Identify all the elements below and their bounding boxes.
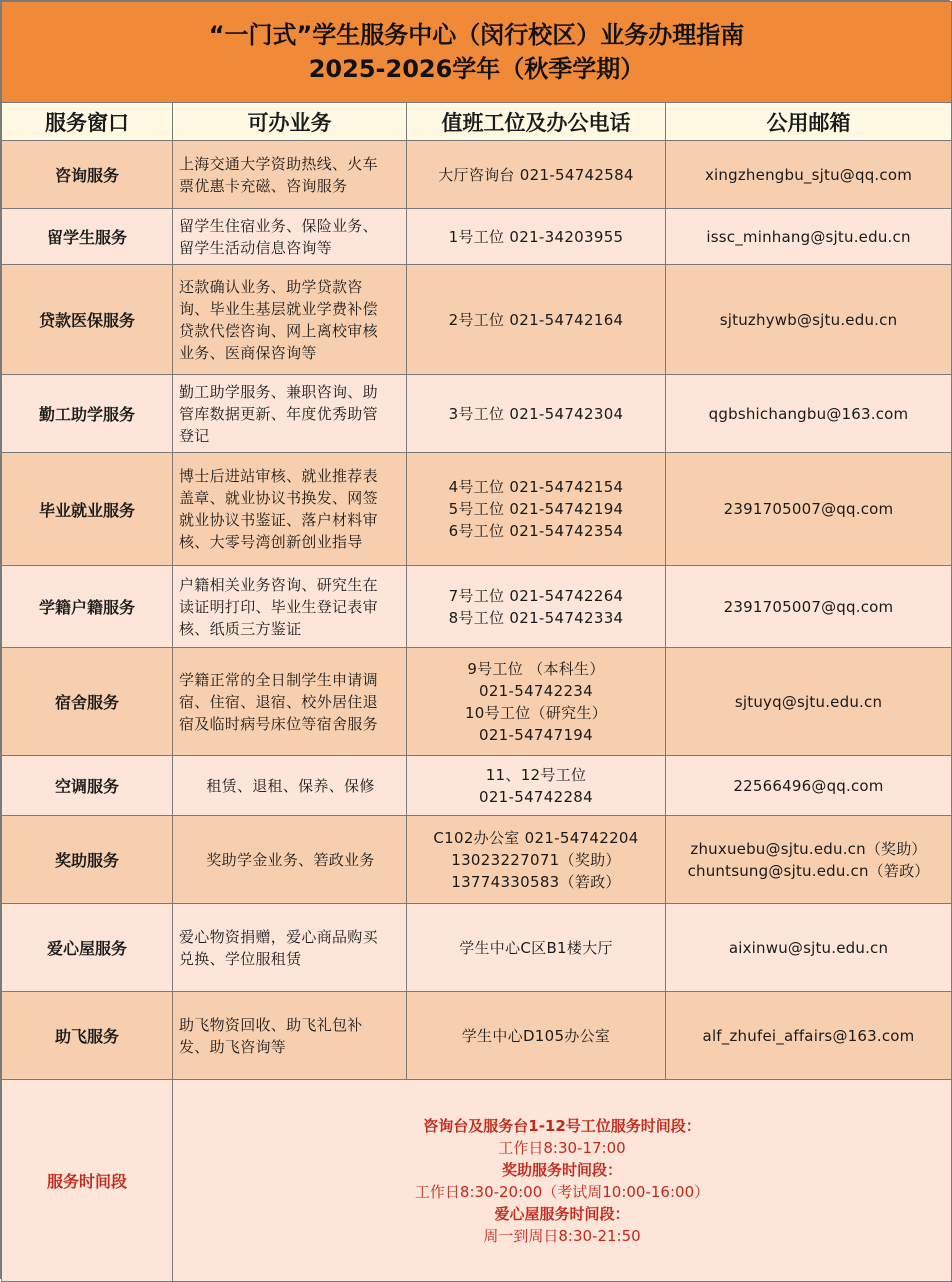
email-address <box>666 992 952 1080</box>
business-description-line: 就业协议书鉴证、落户材料审 <box>179 511 378 529</box>
desk-phone-line: C102办公室 021-54742204 <box>433 828 639 847</box>
desk-phone-line: 6号工位 021-54742354 <box>448 522 624 540</box>
email-address <box>666 141 952 209</box>
table-row <box>2 209 952 265</box>
desk-phone-line: 2号工位 021-54742164 <box>448 310 624 329</box>
table-row <box>2 816 952 904</box>
business-description <box>173 141 407 209</box>
email-address <box>666 209 952 265</box>
business-description-line: 博士后进站审核、就业推荐表 <box>179 467 378 485</box>
award-hours-heading: 奖助服务时间段： <box>502 1160 623 1179</box>
header-window: 服务窗口 <box>2 103 173 141</box>
business-description-line: 留学生活动信息咨询等 <box>179 238 333 257</box>
service-window-name: 咨询服务 <box>2 141 173 209</box>
desk-phone <box>407 209 666 265</box>
business-description-line: 勤工助学服务、兼职咨询、助 <box>179 382 378 401</box>
business-description-line: 还款确认业务、助学贷款咨 <box>179 277 363 296</box>
email-address-line: issc_minhang@sjtu.edu.cn <box>706 227 911 246</box>
business-description <box>173 992 407 1080</box>
email-address <box>666 816 952 904</box>
service-window-name: 奖助服务 <box>2 816 173 904</box>
email-address-line: aixinwu@sjtu.edu.cn <box>728 938 889 957</box>
table-row <box>2 453 952 566</box>
business-description <box>173 375 407 453</box>
desk-phone <box>407 816 666 904</box>
service-window-name: 勤工助学服务 <box>2 375 173 453</box>
email-address-line: qgbshichangbu@163.com <box>708 404 909 423</box>
business-description <box>173 816 407 904</box>
love-house-hours-value: 周一到周日8:30-21:50 <box>483 1226 641 1245</box>
title-line-2: 2025-2026学年（秋季学期） <box>308 55 645 83</box>
business-description-line: 登记 <box>179 426 210 445</box>
desk-phone-line: 021-54747194 <box>479 725 593 744</box>
desk-phone <box>407 265 666 375</box>
desk-phone <box>407 992 666 1080</box>
email-address-line: 2391705007@qq.com <box>723 597 894 616</box>
business-description-line: 贷款代偿咨询、网上离校审核 <box>179 321 378 340</box>
desk-phone-line: 学生中心D105办公室 <box>461 1026 611 1045</box>
table-row <box>2 141 952 209</box>
service-window-name: 助飞服务 <box>2 992 173 1080</box>
desk-phone-line: 5号工位 021-54742194 <box>448 500 624 518</box>
business-description-line: 租赁、退租、保养、保修 <box>206 776 375 795</box>
table-row <box>2 648 952 756</box>
email-address-line: zhuxuebu@sjtu.edu.cn（奖助） <box>690 839 927 858</box>
email-address-line: sjtuyq@sjtu.edu.cn <box>734 692 883 711</box>
desk-hours-heading: 咨询台及服务台1-12号工位服务时间段： <box>423 1116 701 1135</box>
header-desk-phone: 值班工位及办公电话 <box>407 103 666 141</box>
email-address-line: alf_zhufei_affairs@163.com <box>702 1026 915 1045</box>
desk-phone-line: 13023227071（奖助） <box>451 850 621 869</box>
business-description-line: 上海交通大学资助热线、火车 <box>179 154 378 173</box>
desk-phone <box>407 756 666 816</box>
service-window-name: 贷款医保服务 <box>2 265 173 375</box>
desk-phone-line: 3号工位 021-54742304 <box>448 404 624 423</box>
desk-phone-line: 10号工位（研究生） <box>464 703 608 722</box>
desk-phone <box>407 375 666 453</box>
email-address <box>666 648 952 756</box>
desk-phone <box>407 566 666 648</box>
service-hours-row <box>2 1080 952 1282</box>
email-address <box>666 566 952 648</box>
table-row <box>2 375 952 453</box>
email-address-line: 2391705007@qq.com <box>723 500 894 518</box>
business-description-line: 盖章、就业协议书换发、网签 <box>179 489 378 507</box>
email-address-line: chuntsung@sjtu.edu.cn（箬政） <box>687 861 930 880</box>
service-window-name: 留学生服务 <box>2 209 173 265</box>
desk-phone-line: 13774330583（箬政） <box>451 872 621 891</box>
business-description-line: 兑换、学位服租赁 <box>179 949 302 968</box>
business-description-line: 核、纸质三方鉴证 <box>179 619 302 638</box>
header-row <box>2 103 952 141</box>
service-window-name: 毕业就业服务 <box>2 453 173 566</box>
email-address-line: sjtuzhywb@sjtu.edu.cn <box>719 310 898 329</box>
service-window-name: 学籍户籍服务 <box>2 566 173 648</box>
business-description-line: 宿及临时病号床位等宿舍服务 <box>179 714 378 733</box>
business-description-line: 询、毕业生基层就业学费补偿 <box>179 299 378 318</box>
title-line-1: “一门式”学生服务中心（闵行校区）业务办理指南 <box>208 21 745 49</box>
service-hours-label: 服务时间段 <box>2 1080 173 1282</box>
table-row <box>2 566 952 648</box>
service-window-name: 爱心屋服务 <box>2 904 173 992</box>
desk-phone <box>407 904 666 992</box>
business-description <box>173 453 407 566</box>
table-row <box>2 265 952 375</box>
award-hours-value: 工作日8:30-20:00（考试周10:00-16:00） <box>414 1182 710 1201</box>
header-email: 公用邮箱 <box>666 103 952 141</box>
business-description-line: 发、助飞咨询等 <box>179 1037 287 1056</box>
service-window-name: 空调服务 <box>2 756 173 816</box>
email-address-line: xingzhengbu_sjtu@qq.com <box>704 165 913 184</box>
email-address <box>666 904 952 992</box>
desk-phone-line: 021-54742234 <box>479 681 593 700</box>
business-description-line: 读证明打印、毕业生登记表审 <box>179 597 378 616</box>
desk-phone <box>407 648 666 756</box>
service-hours-details <box>173 1080 952 1282</box>
table-row <box>2 756 952 816</box>
page-title <box>2 2 952 103</box>
desk-phone-line: 1号工位 021-34203955 <box>448 227 624 246</box>
desk-phone-line: 大厅咨询台 021-54742584 <box>438 165 634 184</box>
desk-phone-line: 8号工位 021-54742334 <box>448 608 624 627</box>
business-description-line: 助飞物资回收、助飞礼包补 <box>179 1015 363 1034</box>
business-description-line: 票优惠卡充磁、咨询服务 <box>179 176 348 195</box>
service-window-name: 宿舍服务 <box>2 648 173 756</box>
business-description <box>173 566 407 648</box>
business-description-line: 奖助学金业务、箬政业务 <box>206 850 375 869</box>
business-description <box>173 904 407 992</box>
service-table <box>1 1 952 1282</box>
business-description-line: 户籍相关业务咨询、研究生在 <box>179 575 378 594</box>
business-description <box>173 209 407 265</box>
email-address-line: 22566496@qq.com <box>733 776 884 795</box>
service-rows <box>2 141 952 1080</box>
desk-phone <box>407 453 666 566</box>
desk-hours-value: 工作日8:30-17:00 <box>498 1138 626 1157</box>
email-address <box>666 265 952 375</box>
desk-phone-line: 4号工位 021-54742154 <box>448 478 624 496</box>
business-description-line: 业务、医商保咨询等 <box>179 343 317 362</box>
business-description-line: 宿、住宿、退宿、校外居住退 <box>179 692 378 711</box>
desk-phone-line: 学生中心C区B1楼大厅 <box>459 938 613 957</box>
desk-phone-line: 021-54742284 <box>479 787 593 806</box>
email-address <box>666 453 952 566</box>
business-description <box>173 265 407 375</box>
header-business: 可办业务 <box>173 103 407 141</box>
table-row <box>2 904 952 992</box>
email-address <box>666 375 952 453</box>
email-address <box>666 756 952 816</box>
love-house-hours-heading: 爱心屋服务时间段： <box>494 1204 630 1223</box>
desk-phone-line: 11、12号工位 <box>485 765 587 784</box>
desk-phone-line: 9号工位 （本科生） <box>467 659 605 678</box>
desk-phone-line: 7号工位 021-54742264 <box>448 586 624 605</box>
desk-phone <box>407 141 666 209</box>
business-description <box>173 756 407 816</box>
business-description-line: 核、大零号湾创新创业指导 <box>179 533 363 551</box>
business-description-line: 留学生住宿业务、保险业务、 <box>179 216 378 235</box>
business-description-line: 爱心物资捐赠，爱心商品购买 <box>179 927 378 946</box>
business-description <box>173 648 407 756</box>
business-description-line: 学籍正常的全日制学生申请调 <box>179 670 378 689</box>
business-description-line: 管库数据更新、年度优秀助管 <box>179 404 378 423</box>
table-row <box>2 992 952 1080</box>
